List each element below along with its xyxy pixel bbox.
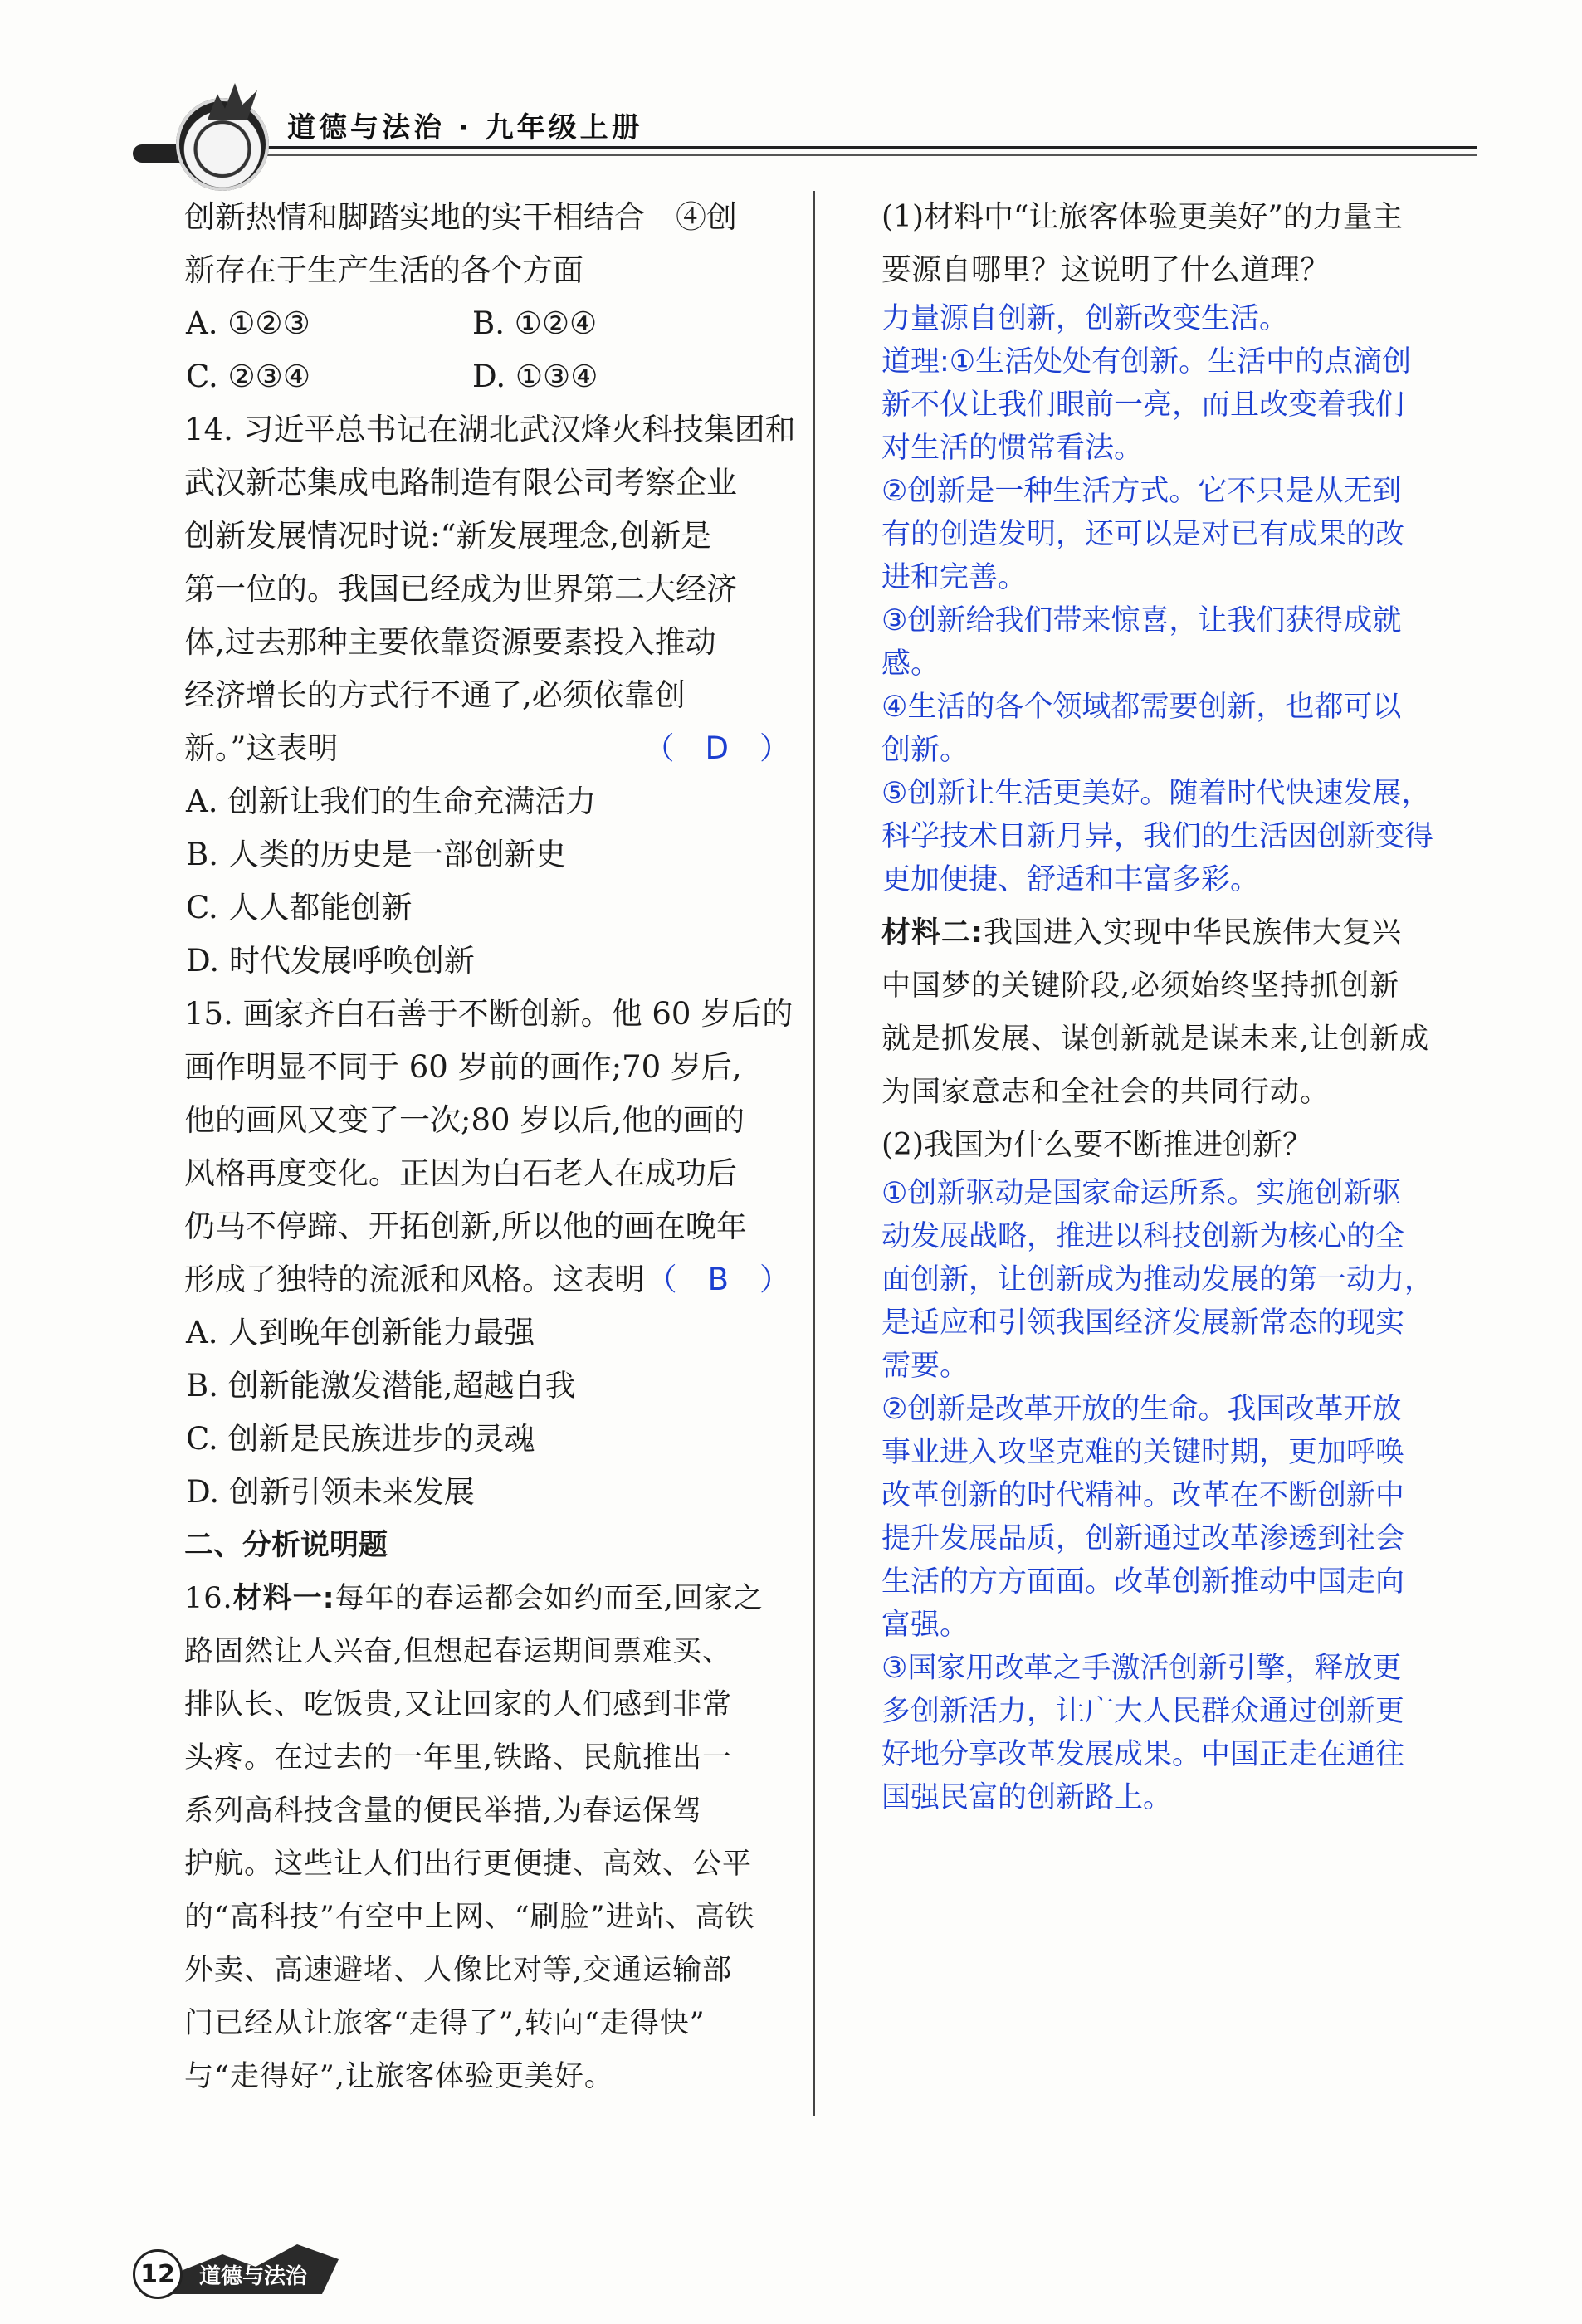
q14-answer: （ D ） (643, 730, 790, 766)
answer-line: ③创新给我们带来惊喜，让我们获得成就 (881, 604, 1402, 637)
page-footer (133, 2241, 382, 2299)
answer-line: 生活的方方面面。改革创新推动中国走向 (881, 1565, 1405, 1599)
header-rule-thin (232, 154, 1477, 156)
q16-line: 外卖、高速避堵、人像比对等,交通运输部 (184, 1954, 733, 1987)
q16-line: 排队长、吃饭贵,又让回家的人们感到非常 (184, 1688, 733, 1721)
m2-line: 为国家意志和全社会的共同行动。 (881, 1076, 1331, 1109)
q13-option-d: D. ①③④ (472, 359, 598, 394)
answer-line: 力量源自创新，创新改变生活。 (881, 302, 1289, 335)
answer-line: 动发展战略，推进以科技创新为核心的全 (881, 1220, 1405, 1253)
q16-line: 头疼。在过去的一年里,铁路、民航推出一 (184, 1741, 733, 1775)
q15-stem-text: 形成了独特的流派和风格。这表明 (184, 1262, 645, 1297)
material-two-label: 材料二: (881, 916, 984, 950)
m2-first-text: 我国进入实现中华民族伟大复兴 (984, 916, 1403, 950)
material-one-label: 材料一: (232, 1582, 335, 1615)
sub-question-1: (1)材料中“让旅客体验更美好”的力量主 (881, 200, 1403, 234)
q13-option-a: A. ①②③ (186, 305, 310, 341)
footer-subject: 道德与法治 (199, 2264, 308, 2289)
q16-line: 系列高科技含量的便民举措,为春运保驾 (184, 1794, 703, 1828)
q15-stem-end (184, 1253, 790, 1306)
answer-line: 对生活的惯常看法。 (881, 432, 1144, 465)
q15-option-d: D. 创新引领未来发展 (186, 1474, 475, 1510)
q15-line: 画作明显不同于 60 岁前的画作;70 岁后, (184, 1049, 742, 1085)
question-14 (184, 403, 796, 988)
q16-line: 的“高科技”有空中上网、“刷脸”进站、高铁 (184, 1901, 755, 1934)
answer-line: ②创新是改革开放的生命。我国改革开放 (881, 1393, 1402, 1426)
material-two (881, 906, 1496, 1119)
q14-option-c: C. 人人都能创新 (186, 890, 413, 925)
q16-line: 门已经从让旅客“走得了”,转向“走得快” (184, 2007, 706, 2040)
answer-line: 是适应和引领我国经济发展新常态的现实 (881, 1306, 1405, 1340)
q16-number: 16. (184, 1582, 233, 1615)
right-column (881, 191, 1496, 1819)
q16-first-line (184, 1572, 790, 1625)
q16-first-text: 每年的春运都会如约而至,回家之 (334, 1582, 764, 1615)
m2-line: 中国梦的关键阶段,必须始终坚持抓创新 (881, 969, 1400, 1003)
q14-option-b: B. 人类的历史是一部创新史 (186, 837, 566, 872)
q14-stem-text: 新。”这表明 (184, 730, 339, 766)
q15-line: 他的画风又变了一次;80 岁以后,他的画的 (184, 1102, 745, 1138)
q15-option-c: C. 创新是民族进步的灵魂 (186, 1421, 535, 1457)
q14-stem-end (184, 722, 790, 775)
answer-line: 国强民富的创新路上。 (881, 1781, 1173, 1814)
answer-1 (881, 297, 1496, 901)
answer-line: 更加便捷、舒适和丰富多彩。 (881, 863, 1260, 896)
q14-option-d: D. 时代发展呼唤创新 (186, 943, 475, 979)
answer-line: 有的创造发明，还可以是对已有成果的改 (881, 518, 1405, 551)
q14-line: 14. 习近平总书记在湖北武汉烽火科技集团和 (184, 412, 796, 447)
q15-answer: （ B ） (646, 1262, 790, 1297)
answer-line: ②创新是一种生活方式。它不只是从无到 (881, 475, 1402, 508)
q14-line: 体,过去那种主要依靠资源要素投入推动 (184, 624, 716, 660)
answer-line: 进和完善。 (881, 561, 1028, 594)
q15-option-b: B. 创新能激发潜能,超越自我 (186, 1368, 576, 1404)
q15-line: 15. 画家齐白石善于不断创新。他 60 岁后的 (184, 996, 793, 1032)
page-number: 12 (133, 2249, 183, 2299)
sub-question-2: (2)我国为什么要不断推进创新？ (881, 1128, 1312, 1162)
q16-line: 护航。这些让人们出行更便捷、高效、公平 (184, 1848, 753, 1881)
m2-first-line (881, 906, 1496, 959)
question-16 (184, 1572, 790, 2103)
sub-question-1: 要源自哪里？这说明了什么道理？ (881, 253, 1331, 287)
question-15 (184, 988, 793, 1519)
left-column (184, 191, 796, 2103)
q15-line: 风格再度变化。正因为白石老人在成功后 (184, 1155, 737, 1191)
q14-line: 第一位的。我国已经成为世界第二大经济 (184, 571, 737, 607)
answer-line: 新不仅让我们眼前一亮，而且改变着我们 (881, 388, 1405, 422)
answer-line: 事业进入攻坚克难的关键时期，更加呼唤 (881, 1436, 1405, 1469)
answer-line: ④生活的各个领域都需要创新，也都可以 (881, 691, 1402, 724)
header-rule (232, 146, 1477, 149)
q13-options-row (184, 350, 790, 403)
answer-line: 多创新活力，让广大人民群众通过创新更 (881, 1695, 1405, 1728)
answer-line: 富强。 (881, 1609, 969, 1642)
answer-line: 科学技术日新月异，我们的生活因创新变得 (881, 820, 1434, 853)
book-title: 道德与法治 · 九年级上册 (287, 111, 643, 144)
answer-line: 创新。 (881, 734, 969, 767)
answer-line: 感。 (881, 647, 940, 681)
q14-line: 经济增长的方式行不通了,必须依靠创 (184, 677, 686, 713)
q15-option-a: A. 人到晚年创新能力最强 (186, 1315, 535, 1350)
answer-2 (881, 1172, 1496, 1819)
answer-line: 好地分享改革发展成果。中国正走在通往 (881, 1738, 1405, 1771)
answer-line: 提升发展品质，创新通过改革渗透到社会 (881, 1522, 1405, 1555)
q13-continuation: 新存在于生产生活的各个方面 (184, 252, 583, 288)
q16-line: 路固然让人兴奋,但想起春运期间票难买、 (184, 1635, 733, 1668)
m2-line: 就是抓发展、谋创新就是谋未来,让创新成 (881, 1023, 1430, 1056)
q16-line: 与“走得好”,让旅客体验更美好。 (184, 2060, 614, 2093)
q13-option-c: C. ②③④ (186, 359, 311, 394)
q13-continuation: 创新热情和脚踏实地的实干相结合 ④创 (184, 199, 737, 235)
answer-line: 需要。 (881, 1350, 969, 1383)
q14-option-a: A. 创新让我们的生命充满活力 (186, 784, 597, 819)
q13-option-b: B. ①②④ (472, 305, 598, 341)
q14-line: 创新发展情况时说:“新发展理念,创新是 (184, 518, 712, 554)
q15-line: 仍马不停蹄、开拓创新,所以他的画在晚年 (184, 1208, 747, 1244)
answer-line: 面创新，让创新成为推动发展的第一动力， (881, 1263, 1434, 1296)
q14-line: 武汉新芯集成电路制造有限公司考察企业 (184, 465, 737, 500)
page-header (133, 90, 1477, 181)
answer-line: 道理:①生活处处有创新。生活中的点滴创 (881, 345, 1412, 378)
answer-line: ③国家用改革之手激活创新引擎，释放更 (881, 1652, 1402, 1685)
section-heading: 二、分析说明题 (184, 1529, 388, 1562)
answer-line: ⑤创新让生活更美好。随着时代快速发展， (881, 777, 1431, 810)
column-divider (813, 191, 815, 2116)
answer-line: 改革创新的时代精神。改革在不断创新中 (881, 1479, 1405, 1512)
answer-line: ①创新驱动是国家命运所系。实施创新驱 (881, 1177, 1402, 1210)
q13-options-row (184, 297, 790, 350)
